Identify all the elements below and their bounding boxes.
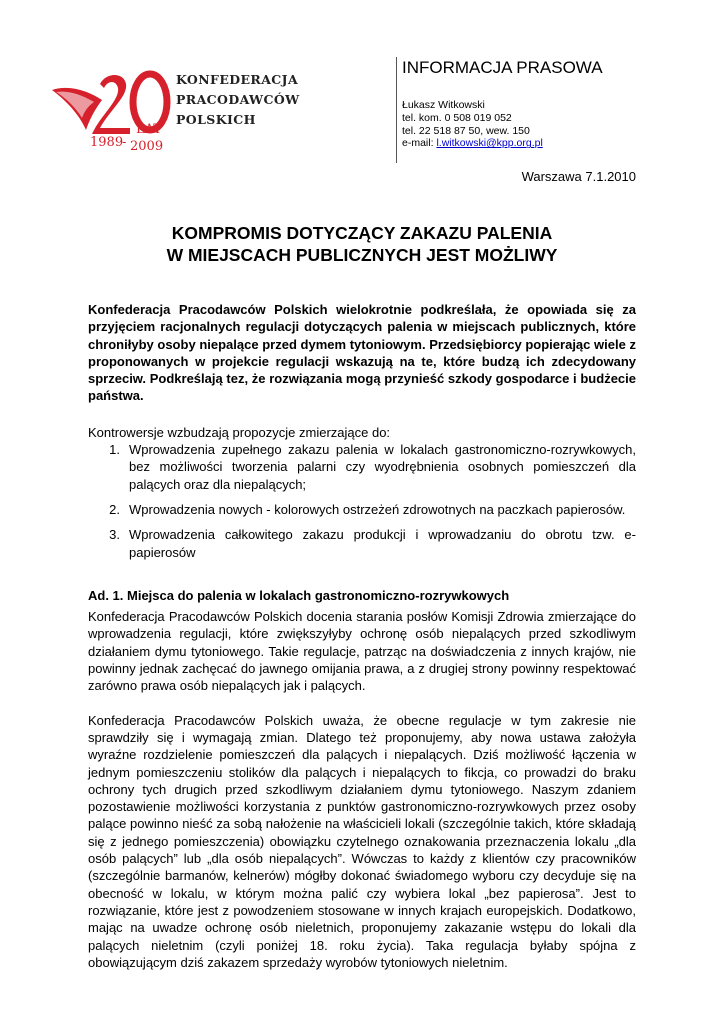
svg-text:-: - bbox=[122, 135, 127, 150]
list-number: 2. bbox=[109, 501, 120, 517]
year-end: 2009 bbox=[130, 139, 164, 152]
press-contact-block bbox=[402, 57, 702, 150]
contact-email-row bbox=[402, 137, 702, 150]
list-number: 1. bbox=[109, 442, 120, 458]
email-link[interactable]: l.witkowski@kpp.org.pl bbox=[436, 137, 543, 150]
contact-mobile: tel. kom. 0 508 019 052 bbox=[402, 111, 512, 124]
list-text: Wprowadzenia nowych - kolorowych ostrzeżeń zdrowotnych na paczkach papierosów. bbox=[129, 501, 626, 517]
org-name-line: KONFEDERACJA bbox=[176, 72, 299, 87]
org-name bbox=[176, 70, 300, 130]
org-name-line: POLSKICH bbox=[176, 112, 256, 127]
intro-text: Kontrowersje wzbudzają propozycje zmierzające do: bbox=[88, 424, 391, 440]
title-line: W MIEJSCACH PUBLICZNYCH JEST MOŻLIWY bbox=[166, 245, 558, 265]
header-divider bbox=[396, 57, 397, 163]
document-date: Warszawa 7.1.2010 bbox=[521, 169, 636, 184]
press-title: INFORMACJA PRASOWA bbox=[402, 58, 603, 77]
body-paragraph: Konfederacja Pracodawców Polskich uważa, że obecne regulacje w tym zakresie nie sprawdziły się i wymagają zmian. Dlatego też proponujemy, aby nowa ustawa założyła wyraźne rozdzielenie pomieszczeń dla palących i niepalących. Dziś możliwość łączenia w jednym pomieszczeniu stolików dla palących i niepalących to fikcja, co prowadzi do braku ochrony tych drugich przed szkodliwym działaniem dymu tytoniowego. Naszym zdaniem pozostawienie możliwości korzystania z punktów gastronomiczno-rozrywkowych przez osoby palące powinno nieść za sobą nałożenie na właścicieli lokali (szczególnie takich, które składają się z jednego pomieszczenia) obowiązku czytelnego oznakowania przeznaczenia lokalu „dla osób palących” lub „dla osób niepalących”. Wówczas to każdy z klientów czy pracowników (szczególnie barmanów, kelnerów) mógłby dokonać świadomego wyboru czy decyduje się na obecność w lokalu, w którym można palić czy wybiera lokal „bez papierosa”. Jest to rozwiązanie, które jest z powodzeniem stosowane w innych krajach europejskich. Dodatkowo, mając na uwadze ochronę osób nieletnich, proponujemy zakazanie wstępu do lokali dla palących nieletnim (czyli poniżej 18. roku życia). Taka regulacja byłaby spójna z obowiązującym dziś zakazem sprzedaży wyrobów tytoniowych nieletnim. bbox=[88, 712, 636, 970]
body-paragraph: Konfederacja Pracodawców Polskich docenia starania posłów Komisji Zdrowia zmierzające do wprowadzenia regulacji, które zwiększyłyby ochronę osób niepalących przed szkodliwym działaniem dymu tytoniowego. Takie regulacje, patrząc na doświadczenia z innych krajów, nie powinny jednak zachęcać do jawnego omijania prawa, a z drugiej strony powinny respektować zarówno prawa osób niepalących jak i palących. bbox=[88, 609, 636, 694]
contact-name: Łukasz Witkowski bbox=[402, 99, 485, 111]
org-name-line: PRACODAWCÓW bbox=[176, 92, 300, 107]
document-title bbox=[88, 222, 636, 266]
email-label: e-mail: bbox=[402, 137, 437, 150]
list-item bbox=[88, 501, 636, 518]
contact-phone: tel. 22 518 87 50, wew. 150 bbox=[402, 124, 530, 137]
anniversary-logo-icon bbox=[50, 70, 180, 152]
lead-paragraph: Konfederacja Pracodawców Polskich wielokrotnie podkreślała, że opowiada się za przyjęciem racjonalnych regulacji dotyczących palenia w miejscach publicznych, które chroniłyby osoby niepalące przed dymem tytoniowym. Przedsiębiorcy popierając wiele z proponowanych w projekcie regulacji wskazują na te, które budzą ich zdecydowany sprzeciw. Podkreślają tez, że rozwiązania mogą przynieść szkody gospodarce i budżecie państwa. bbox=[88, 302, 636, 404]
proposal-list bbox=[88, 441, 636, 561]
kpp-20-years-logo bbox=[50, 70, 180, 152]
year-start: 1989 bbox=[90, 135, 124, 150]
list-item bbox=[88, 441, 636, 493]
title-line: KOMPROMIS DOTYCZĄCY ZAKAZU PALENIA bbox=[171, 223, 553, 243]
list-text: Wprowadzenia całkowitego zakazu produkcji i wprowadzaniu do obrotu tzw. e-papierosów bbox=[129, 527, 636, 560]
list-item bbox=[88, 526, 636, 561]
list-text: Wprowadzenia zupełnego zakazu palenia w lokalach gastronomiczno-rozrywkowych, bez możliwości tworzenia palarni czy wyodrębnienia osobnych pomieszczeń dla palących oraz dla niepalących; bbox=[129, 442, 636, 492]
section-heading: Ad. 1. Miejsca do palenia w lokalach gastronomiczno-rozrywkowych bbox=[88, 587, 510, 603]
list-number: 3. bbox=[109, 527, 120, 543]
document-body bbox=[88, 301, 636, 971]
lat-text: LAT bbox=[136, 122, 162, 137]
